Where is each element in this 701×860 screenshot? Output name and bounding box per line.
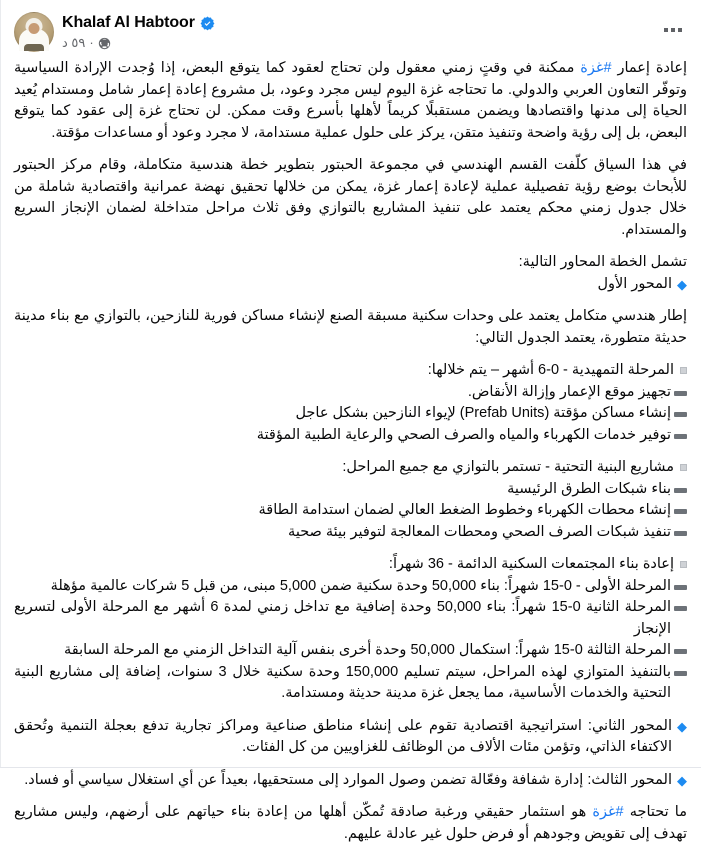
phase-heading-row [14,360,687,382]
dash-bullet-icon [674,649,687,654]
axis-three-row [14,770,687,792]
post-body [0,58,701,860]
dash-bullet-icon [674,671,687,676]
paragraph-closing-text-a: ما تحتاجه [623,804,687,820]
phase-heading: المرحلة التمهيدية - 0-6 أشهر – يتم خلالها: [427,362,674,378]
phase-item: بالتنفيذ المتوازي لهذه المراحل، سيتم تسليم 150,000 وحدة سكنية خلال 3 سنوات، إضافة إلى مشاريع البنية التحتية والخدمات الأساسية، مما يجعل غزة مدينة حديثة ومستدامة. [14,663,671,701]
phase-item-row [14,403,687,425]
phase-heading: مشاريع البنية التحتية - تستمر بالتوازي مع جميع المراحل: [342,459,674,475]
dash-bullet-icon [674,434,687,439]
square-bullet-icon [680,561,687,568]
phase-item: تجهيز موقع الإعمار وإزالة الأنقاض. [467,383,671,400]
phase-heading-row [14,554,687,576]
paragraph-intro-text-b: ممكنة في وقتٍ زمني معقول ولن تحتاج لعقود كما يتوقع البعض، إذا وُجدت الإرادة السياسية وتوفّر التعاون العربي والدولي. ما تحتاجه غزة اليوم ليس مجرد وعود، بل مشروع إعادة إعمار شامل ومستدام يُعيد الحياة إلى مدنها واقتصادها ويضمن مستقبلًا كريماً لأهلها بأسرع وقت ممكن. لن تحتاج غزة إلى عقود كما يتوقع البعض، بل إلى رؤية واضحة وتنفيذ متقن، يركز على حلول عملية مستدامة، لا مجرد وعود أو مساعدات مؤقتة. [14,60,687,141]
ellipsis-icon-dot [678,28,682,32]
dash-bullet-icon [674,585,687,590]
globe-icon[interactable] [98,37,111,50]
left-edge-divider [0,0,1,768]
axis-one-label: المحور الأول [597,275,672,292]
phase-item: المرحلة الثانية 0-15 شهراً: بناء 50,000 وحدة إضافية مع تداخل زمني لمدة 6 أشهر مع المرحلة الأولى لتسريع الإنجاز [14,599,671,637]
phase-item-row [14,640,687,662]
paragraph-intro-text-a: إعادة إعمار [611,60,687,76]
dash-bullet-icon [674,412,687,417]
hashtag-gaza-link[interactable]: #غزة [592,804,624,820]
dash-bullet-icon [674,509,687,514]
phase-item: توفير خدمات الكهرباء والمياه والصرف الصحي والرعاية الطبية المؤقتة [256,426,671,443]
axis-three-text: المحور الثالث: إدارة شفافة وفعّالة تضمن وصول الموارد إلى مستحقيها، بعيداً عن أي استغلال سياسي أو فساد. [24,771,672,788]
phase-item: بناء شبكات الطرق الرئيسية [507,480,671,497]
phase-item-row [14,597,687,640]
author-block [14,12,215,52]
phase-item: المرحلة الأولى - 0-15 شهراً: بناء 50,000 وحدة سكنية ضمن 5,000 مبنى، من قبل 5 شركات عالمية مؤهلة [50,577,671,594]
phase-item-row [14,662,687,705]
verified-badge-icon [200,16,215,31]
author-name-line [62,13,215,33]
paragraph-intro [14,58,687,144]
axis-one-heading [14,274,687,296]
dash-bullet-icon [674,488,687,493]
axis-one-description: إطار هندسي متكامل يعتمد على وحدات سكنية مسبقة الصنع لإنشاء مساكن فورية للنازحين، بالتوازي مع بناء مدينة حديثة متطورة، يعتمد الجدول التالي: [14,308,687,346]
phase-item: إنشاء مساكن مؤقتة (Prefab Units) لإيواء النازحين بشكل عاجل [295,405,671,421]
ellipsis-icon-dot [671,28,675,32]
dash-bullet-icon [674,391,687,396]
author-name[interactable]: Khalaf Al Habtoor [62,14,195,31]
phase-group [14,360,687,446]
paragraph-context: في هذا السياق كلّفت القسم الهندسي في مجموعة الحبتور بتطوير خطة هندسية متكاملة، وقام مركز الحبتور للأبحاث بوضع رؤية تفصيلية عملية لإعادة إعمار غزة، يمكن من خلالها تحقيق نهضة عمرانية واقتصادية شاملة من خلال جدول زمني محكم يعتمد على تنفيذ المشاريع بالتوازي وفق ثلاث مراحل متداخلة لضمان الإنجاز السريع والمستدام. [14,157,687,238]
phase-item-row [14,382,687,404]
diamond-bullet-icon: ◆ [677,276,687,292]
diamond-bullet-icon: ◆ [677,772,687,788]
phase-item-row [14,479,687,501]
paragraph-closing [14,802,687,845]
phase-item: إنشاء محطات الكهرباء وخطوط الضغط العالي لضمان استدامة الطاقة [258,502,671,518]
square-bullet-icon [680,367,687,374]
ellipsis-icon-dot [664,28,668,32]
dash-bullet-icon [674,606,687,611]
phase-item-row [14,500,687,522]
axis-two-text: المحور الثاني: استراتيجية اقتصادية تقوم على إنشاء مناطق صناعية ومراكز تجارية تدفع بعجلة التنمية وتُحقق الاكتفاء الذاتي، وتؤمن مئات الألاف من الوظائف للغزاويين من كل الفئات. [14,717,672,755]
avatar[interactable] [14,12,54,52]
avatar-arm [24,44,44,51]
hashtag-gaza-link[interactable]: #غزة [580,60,612,76]
square-bullet-icon [680,464,687,471]
plan-axes-intro: تشمل الخطة المحاور التالية: [518,254,687,270]
post-options-button[interactable] [657,14,689,46]
phase-item-row [14,522,687,544]
paragraph-closing-text-b: هو استثمار حقيقي ورغبة صادقة تُمكّن أهلها من إعادة بناء حياتهم على أرضهم، وليس مشاريع تهدف إلى تقويض وجودهم أو فرض حلول غير عادلة عليهم. [14,804,687,842]
phase-item-row [14,576,687,598]
phase-group [14,554,687,705]
phase-group [14,457,687,543]
author-name-block [62,12,215,51]
phase-item-row [14,425,687,447]
phase-heading-row [14,457,687,479]
axis-two-row [14,716,687,759]
meta-separator: · [89,35,94,50]
dash-bullet-icon [674,531,687,536]
phase-item: المرحلة الثالثة 0-15 شهراً: استكمال 50,000 وحدة أخرى بنفس آلية التداخل الزمني مع المرحلة السابقة [63,642,671,658]
avatar-face [29,23,40,34]
post-timestamp[interactable]: ٥٩ د [62,35,86,50]
post-bottom-divider [0,767,701,768]
post-meta [62,35,111,51]
post-header [0,0,701,58]
diamond-bullet-icon: ◆ [677,718,687,734]
phase-heading: إعادة بناء المجتمعات السكنية الدائمة - 36 شهراً: [388,556,674,572]
phase-item: تنفيذ شبكات الصرف الصحي ومحطات المعالجة لتوفير بيئة صحية [288,523,671,540]
